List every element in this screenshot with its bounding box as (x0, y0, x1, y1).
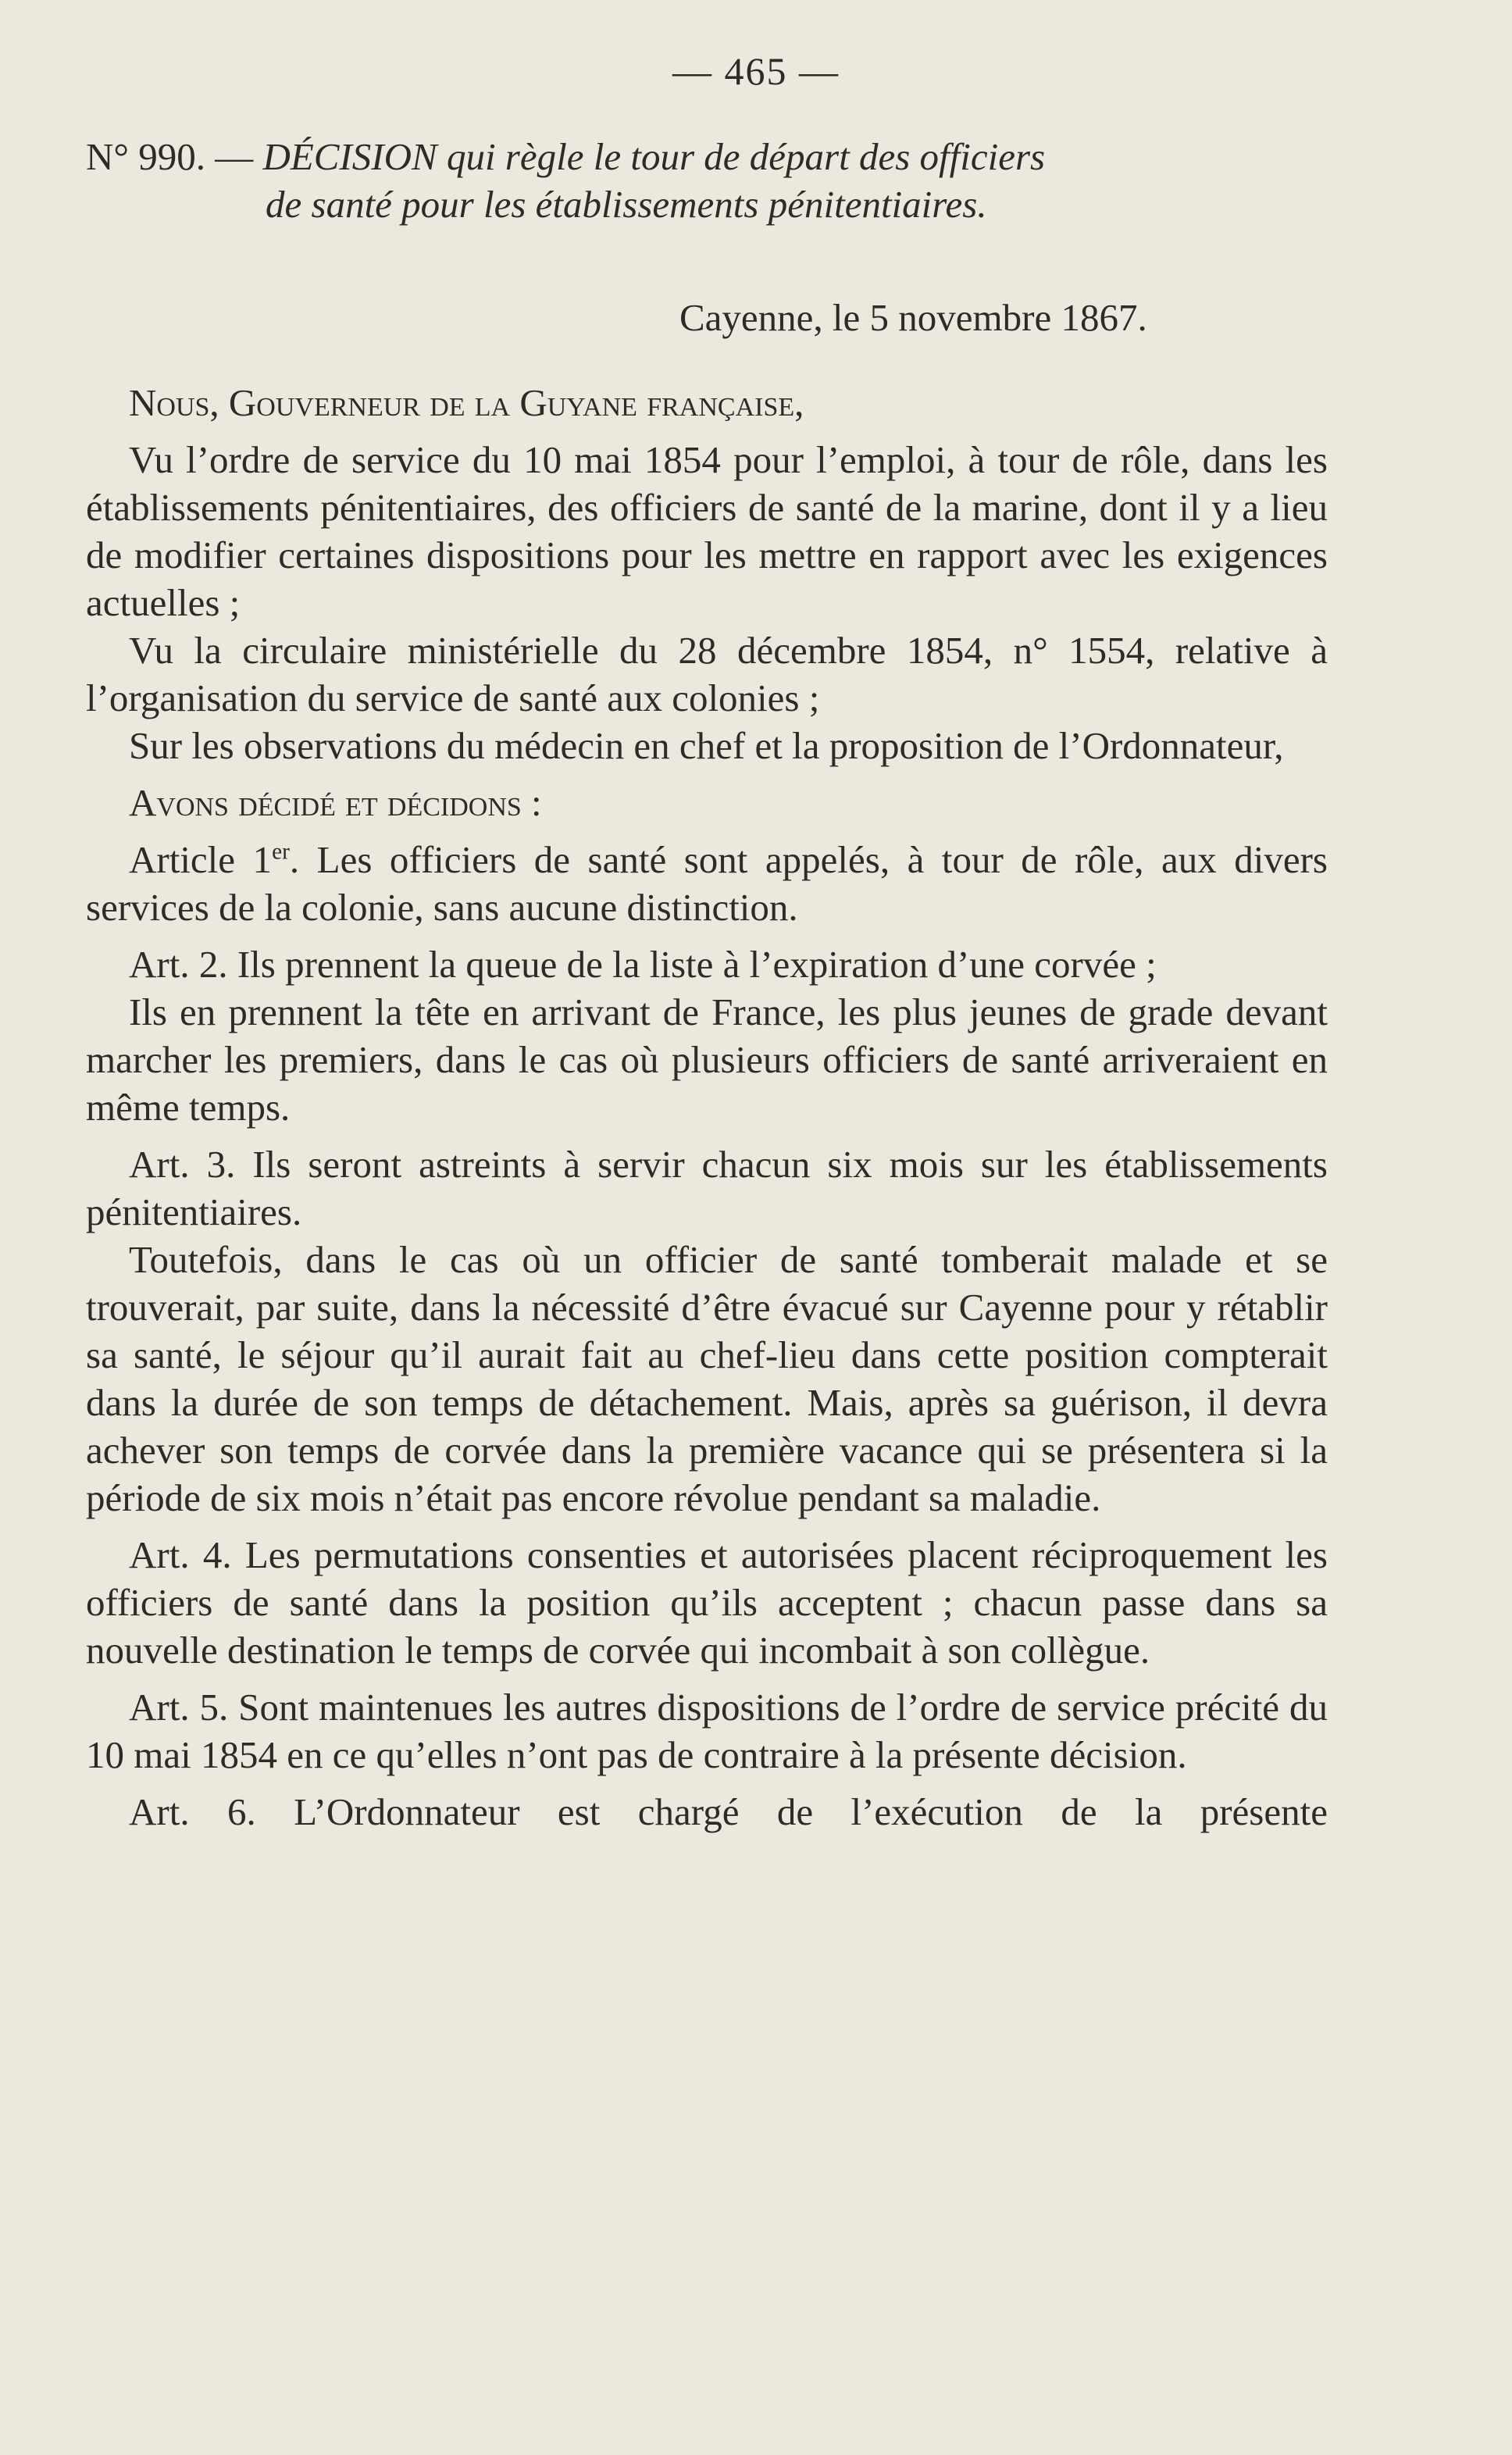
article-2: Art. 2. Ils prennent la queue de la liste à l’expiration d’une corvée ; (129, 943, 1157, 986)
paragraph-vu-circulaire: Vu la circulaire ministérielle du 28 décembre 1854, n° 1554, relative à l’organisation du service de santé aux colonies ; (86, 629, 1328, 719)
page-number: — 465 — (672, 49, 840, 93)
article-6: Art. 6. L’Ordonnateur est chargé de l’exécution de la présente (129, 1790, 1328, 1833)
decision-title-line2: de santé pour les établissements pénitentiaires. (266, 183, 987, 226)
place-date: Cayenne, le 5 novembre 1867. (679, 296, 1147, 339)
article-3-continued: Toutefois, dans le cas où un officier de santé tomberait malade et se trouverait, par suite, dans la nécessité d’être évacué sur Cayenne pour y rétablir sa santé, le séjour qu’il aurait fait au chef-lieu dans cette position compterait dans la durée de son temps de détachement. Mais, après sa guérison, il devra achever son temps de corvée dans la première vacance qui se présentera si la période de six mois n’était pas encore révolue pendant sa maladie. (86, 1238, 1328, 1519)
decision-number: N° 990. — (86, 135, 254, 178)
article-3: Art. 3. Ils seront astreints à servir chacun six mois sur les établissements pénitentiaires. (86, 1143, 1328, 1233)
decision-body (86, 379, 1328, 1836)
article-1-sup: er (272, 839, 290, 865)
paragraph-avons-decide: Avons décidé et décidons : (129, 781, 542, 824)
decision-title-line1: DÉCISION qui règle le tour de départ des officiers (262, 135, 1046, 178)
article-4: Art. 4. Les permutations consenties et autorisées placent réciproquement les officiers de santé dans la position qu’ils acceptent ; chacun passe dans sa nouvelle destination le temps de corvée qui incombait à son collègue. (86, 1533, 1328, 1672)
paragraph-vu-ordre: Vu l’ordre de service du 10 mai 1854 pour l’emploi, à tour de rôle, dans les établissements pénitentiaires, des officiers de santé de la marine, dont il y a lieu de modifier certaines dispositions pour les mettre en rapport avec les exigences actuelles ; (86, 438, 1328, 624)
preamble-governor: Nous, Gouverneur de la Guyane française, (129, 381, 804, 424)
article-1-text: . Les officiers de santé sont appelés, à tour de rôle, aux divers services de la colonie, sans aucune distinction. (86, 838, 1328, 929)
article-5: Art. 5. Sont maintenues les autres dispositions de l’ordre de service précité du 10 mai 1854 en ce qu’elles n’ont pas de contraire à la présente décision. (86, 1686, 1328, 1776)
article-1-prefix: Article 1 (129, 838, 273, 881)
decision-title (86, 133, 1328, 228)
article-2-continued: Ils en prennent la tête en arrivant de France, les plus jeunes de grade devant marcher les premiers, dans le cas où plusieurs officiers de santé arriveraient en même temps. (86, 990, 1328, 1129)
article-1 (86, 836, 1328, 931)
paragraph-sur-observations: Sur les observations du médecin en chef et la proposition de l’Ordonnateur, (129, 724, 1284, 767)
